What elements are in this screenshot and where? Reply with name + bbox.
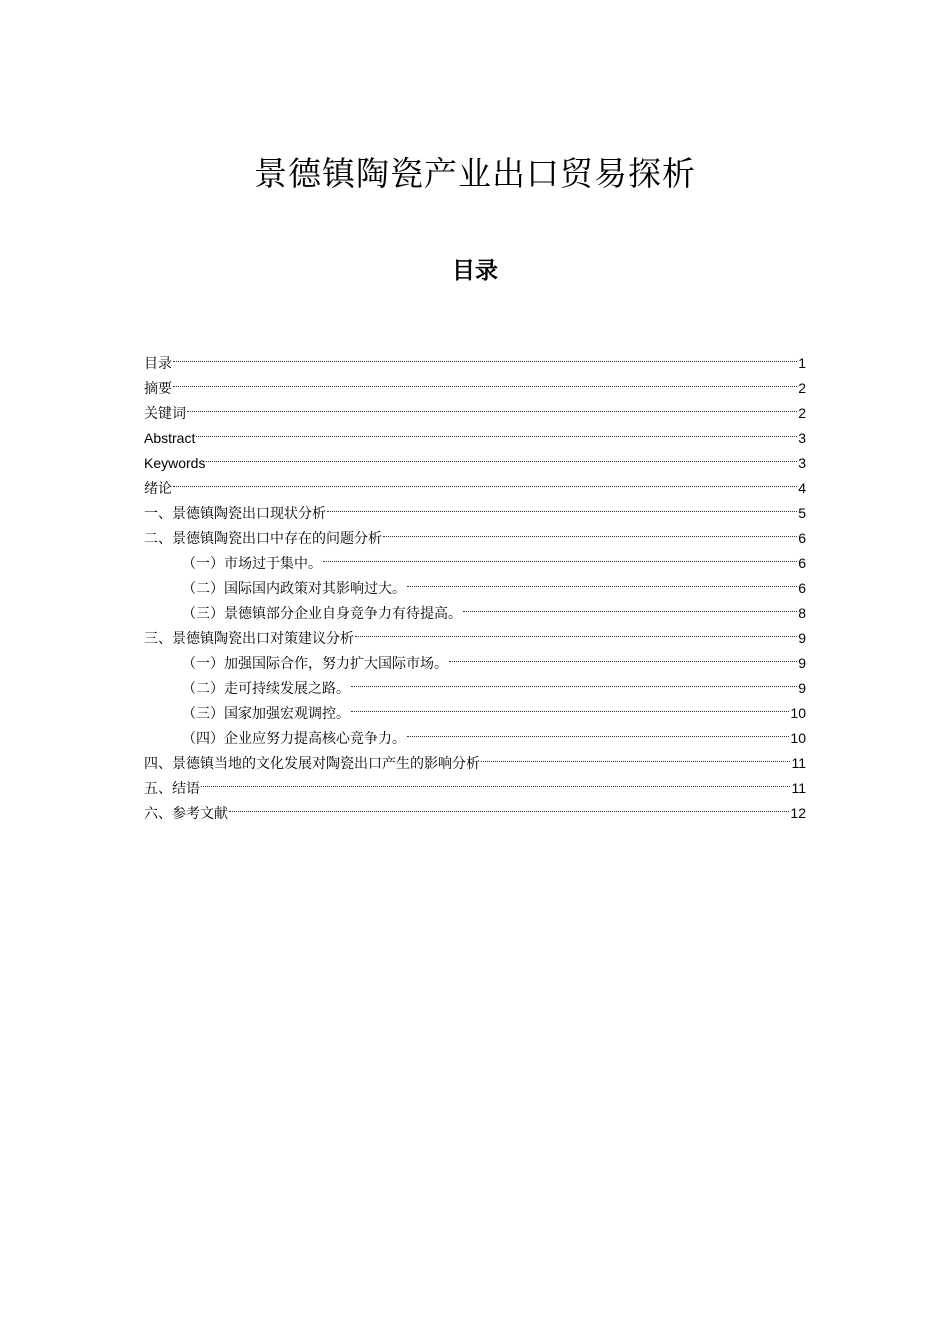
toc-entry-label: 五、结语 xyxy=(144,781,200,797)
toc-entry-page: 10 xyxy=(790,705,806,721)
dot-leader xyxy=(481,743,790,768)
toc-entry-page: 11 xyxy=(791,780,806,796)
dot-leader xyxy=(229,793,789,818)
dot-leader xyxy=(355,618,797,643)
dot-leader xyxy=(196,418,797,443)
toc-entry-page: 6 xyxy=(798,580,806,596)
toc-entry[interactable] xyxy=(144,418,806,446)
toc-entry[interactable] xyxy=(144,393,806,422)
toc-entry[interactable] xyxy=(144,493,806,522)
toc-entry-label: 六、参考文献 xyxy=(144,806,228,822)
dot-leader xyxy=(173,368,797,393)
dot-leader xyxy=(206,443,797,468)
toc-entry-page: 5 xyxy=(798,505,806,521)
document-title: 景德镇陶瓷产业出口贸易探析 xyxy=(254,154,696,194)
dot-leader xyxy=(323,543,797,568)
toc-entry-label: （一）加强国际合作，努力扩大国际市场。 xyxy=(182,656,448,672)
toc-heading: 目录 xyxy=(452,258,498,285)
toc-entry-label: （三）国家加强宏观调控。 xyxy=(182,706,350,722)
toc-entry-page: 6 xyxy=(798,555,806,571)
dot-leader xyxy=(383,518,797,543)
toc-entry-page: 10 xyxy=(790,730,806,746)
toc-entry-label: 绪论 xyxy=(144,481,172,497)
toc-entry-label: （二）国际国内政策对其影响过大。 xyxy=(182,581,406,597)
dot-leader xyxy=(187,393,797,418)
toc-entry-label: 摘要 xyxy=(144,381,172,397)
toc-entry-label: （三）景德镇部分企业自身竞争力有待提高。 xyxy=(182,606,462,622)
toc-entry-page: 12 xyxy=(790,805,806,821)
dot-leader xyxy=(449,643,797,668)
toc-entry[interactable] xyxy=(144,443,806,471)
toc-entry[interactable] xyxy=(144,468,806,497)
toc-entry-page: 3 xyxy=(798,430,806,446)
dot-leader xyxy=(463,593,797,618)
toc-entry-label: 关键词 xyxy=(144,406,186,422)
toc-entry-page: 3 xyxy=(798,455,806,471)
dot-leader xyxy=(173,343,797,368)
toc-entry-page: 11 xyxy=(791,755,806,771)
toc-entry-page: 1 xyxy=(798,355,806,371)
toc-entry-page: 9 xyxy=(798,630,806,646)
toc-entry-label: （四）企业应努力提高核心竞争力。 xyxy=(182,731,406,747)
toc-entry-page: 9 xyxy=(798,655,806,671)
table-of-contents xyxy=(144,343,806,822)
toc-entry-page: 6 xyxy=(798,530,806,546)
toc-entry-page: 8 xyxy=(798,605,806,621)
dot-leader xyxy=(201,768,790,793)
dot-leader xyxy=(327,493,797,518)
dot-leader xyxy=(407,718,789,743)
dot-leader xyxy=(173,468,797,493)
toc-entry-page: 4 xyxy=(798,480,806,496)
toc-entry[interactable] xyxy=(144,768,806,797)
toc-entry[interactable] xyxy=(144,793,806,822)
toc-entry-page: 9 xyxy=(798,680,806,696)
toc-entry-label: （二）走可持续发展之路。 xyxy=(182,681,350,697)
toc-entry-label: Abstract xyxy=(144,430,196,446)
toc-entry[interactable] xyxy=(144,368,806,397)
dot-leader xyxy=(351,668,797,693)
toc-entry-label: 一、景德镇陶瓷出口现状分析 xyxy=(144,506,326,522)
dot-leader xyxy=(351,693,789,718)
toc-entry-label: 四、景德镇当地的文化发展对陶瓷出口产生的影响分析 xyxy=(144,756,480,772)
toc-entry-label: 目录 xyxy=(144,356,172,372)
toc-entry[interactable] xyxy=(144,343,806,372)
toc-entry-label: 二、景德镇陶瓷出口中存在的问题分析 xyxy=(144,531,382,547)
toc-entry-label: Keywords xyxy=(144,455,206,471)
toc-entry-page: 2 xyxy=(798,405,806,421)
toc-entry-label: 三、景德镇陶瓷出口对策建议分析 xyxy=(144,631,354,647)
toc-entry-page: 2 xyxy=(798,380,806,396)
toc-entry-label: （一）市场过于集中。 xyxy=(182,556,322,572)
dot-leader xyxy=(407,568,797,593)
